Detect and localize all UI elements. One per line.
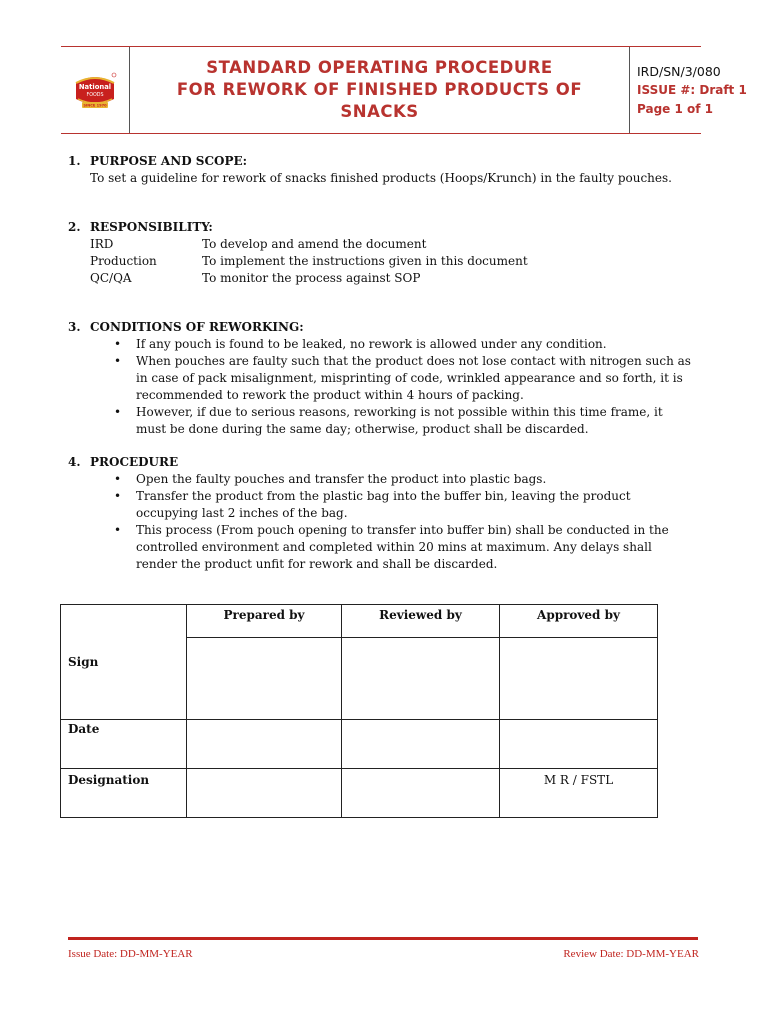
section-title: CONDITIONS OF REWORKING: bbox=[90, 320, 304, 334]
responsibility-duty: To monitor the process against SOP bbox=[202, 271, 421, 285]
list-item: • If any pouch is found to be leaked, no rework is allowed under any condition. bbox=[68, 336, 696, 353]
section-heading bbox=[68, 153, 708, 170]
responsibility-row bbox=[68, 270, 708, 287]
list-item: • Open the faulty pouches and transfer the product into plastic bags. bbox=[68, 471, 696, 488]
list-item: • When pouches are faulty such that the product does not lose contact with nitrogen such as in case of pack misalignment, misprinting of code, wrinkled appearance and so forth, it is recommended to rework the product within 4 hours of packing. bbox=[68, 353, 696, 404]
logo-brand-line-1: National bbox=[78, 83, 112, 91]
section-purpose bbox=[68, 153, 708, 187]
document-code: IRD/SN/3/080 bbox=[637, 64, 721, 79]
designation-label: Designation bbox=[61, 769, 187, 818]
list-item: • This process (From pouch opening to transfer into buffer bin) shall be conducted in the controlled environment and completed within 20 mins at maximum. Any delays shall render the product unfit for rework and shall be discarded. bbox=[68, 522, 696, 573]
page-number: Page 1 of 1 bbox=[637, 102, 713, 116]
conditions-list bbox=[68, 336, 708, 438]
approved-by-date-cell bbox=[500, 720, 658, 769]
prepared-by-designation-cell bbox=[187, 769, 342, 818]
section-number: 3. bbox=[68, 320, 81, 334]
responsibility-duty: To implement the instructions given in this document bbox=[202, 254, 528, 268]
approval-table bbox=[60, 604, 658, 818]
approved-by-designation: M R / FSTL bbox=[500, 769, 658, 818]
sign-label: Sign bbox=[61, 605, 187, 720]
date-label: Date bbox=[61, 720, 187, 769]
document-title-line-1: STANDARD OPERATING PROCEDURE bbox=[206, 58, 553, 77]
section-number: 2. bbox=[68, 220, 81, 234]
approved-by-sign-cell bbox=[500, 638, 658, 720]
table-row bbox=[61, 605, 658, 638]
section-title: PROCEDURE bbox=[90, 455, 179, 469]
procedure-list bbox=[68, 471, 708, 573]
responsibility-role: QC/QA bbox=[90, 271, 132, 285]
section-number: 4. bbox=[68, 455, 81, 469]
section-procedure bbox=[68, 454, 708, 573]
table-row bbox=[61, 720, 658, 769]
reviewed-by-header: Reviewed by bbox=[342, 605, 500, 638]
reviewed-by-sign-cell bbox=[342, 638, 500, 720]
reviewed-by-date-cell bbox=[342, 720, 500, 769]
logo-brand-line-2: FOODS bbox=[86, 93, 104, 98]
document-title-line-2: FOR REWORK OF FINISHED PRODUCTS OF bbox=[176, 80, 583, 99]
responsibility-role: IRD bbox=[90, 237, 114, 251]
responsibility-row bbox=[68, 236, 708, 253]
responsibility-role: Production bbox=[90, 254, 157, 268]
issue-date: Issue Date: DD-MM-YEAR bbox=[68, 948, 193, 960]
document-meta bbox=[630, 47, 747, 133]
approved-by-header: Approved by bbox=[500, 605, 658, 638]
logo-tagline: SINCE 1970 bbox=[83, 103, 107, 108]
prepared-by-header: Prepared by bbox=[187, 605, 342, 638]
document-title-line-3: SNACKS bbox=[340, 102, 419, 121]
responsibility-row bbox=[68, 253, 708, 270]
national-foods-logo bbox=[72, 69, 118, 111]
section-responsibility bbox=[68, 219, 708, 287]
section-conditions bbox=[68, 319, 708, 438]
section-title: PURPOSE AND SCOPE: bbox=[90, 154, 248, 168]
issue-number: ISSUE #: Draft 1 bbox=[637, 83, 747, 97]
section-title: RESPONSIBILITY: bbox=[90, 220, 213, 234]
table-row bbox=[61, 769, 658, 818]
section-heading bbox=[68, 219, 708, 236]
review-date: Review Date: DD-MM-YEAR bbox=[563, 948, 699, 960]
document-header bbox=[61, 46, 747, 134]
prepared-by-date-cell bbox=[187, 720, 342, 769]
title-cell bbox=[130, 47, 630, 133]
responsibility-duty: To develop and amend the document bbox=[202, 237, 427, 251]
logo-cell bbox=[61, 47, 130, 133]
purpose-text: To set a guideline for rework of snacks finished products (Hoops/Krunch) in the faulty pouches. bbox=[90, 171, 672, 185]
list-item: • However, if due to serious reasons, reworking is not possible within this time frame, it must be done during the same day; otherwise, product shall be discarded. bbox=[68, 404, 696, 438]
section-heading bbox=[68, 319, 708, 336]
section-number: 1. bbox=[68, 154, 81, 168]
footer-divider bbox=[68, 937, 698, 940]
section-heading bbox=[68, 454, 708, 471]
prepared-by-sign-cell bbox=[187, 638, 342, 720]
reviewed-by-designation-cell bbox=[342, 769, 500, 818]
list-item: • Transfer the product from the plastic bag into the buffer bin, leaving the product occupying last 2 inches of the bag. bbox=[68, 488, 696, 522]
